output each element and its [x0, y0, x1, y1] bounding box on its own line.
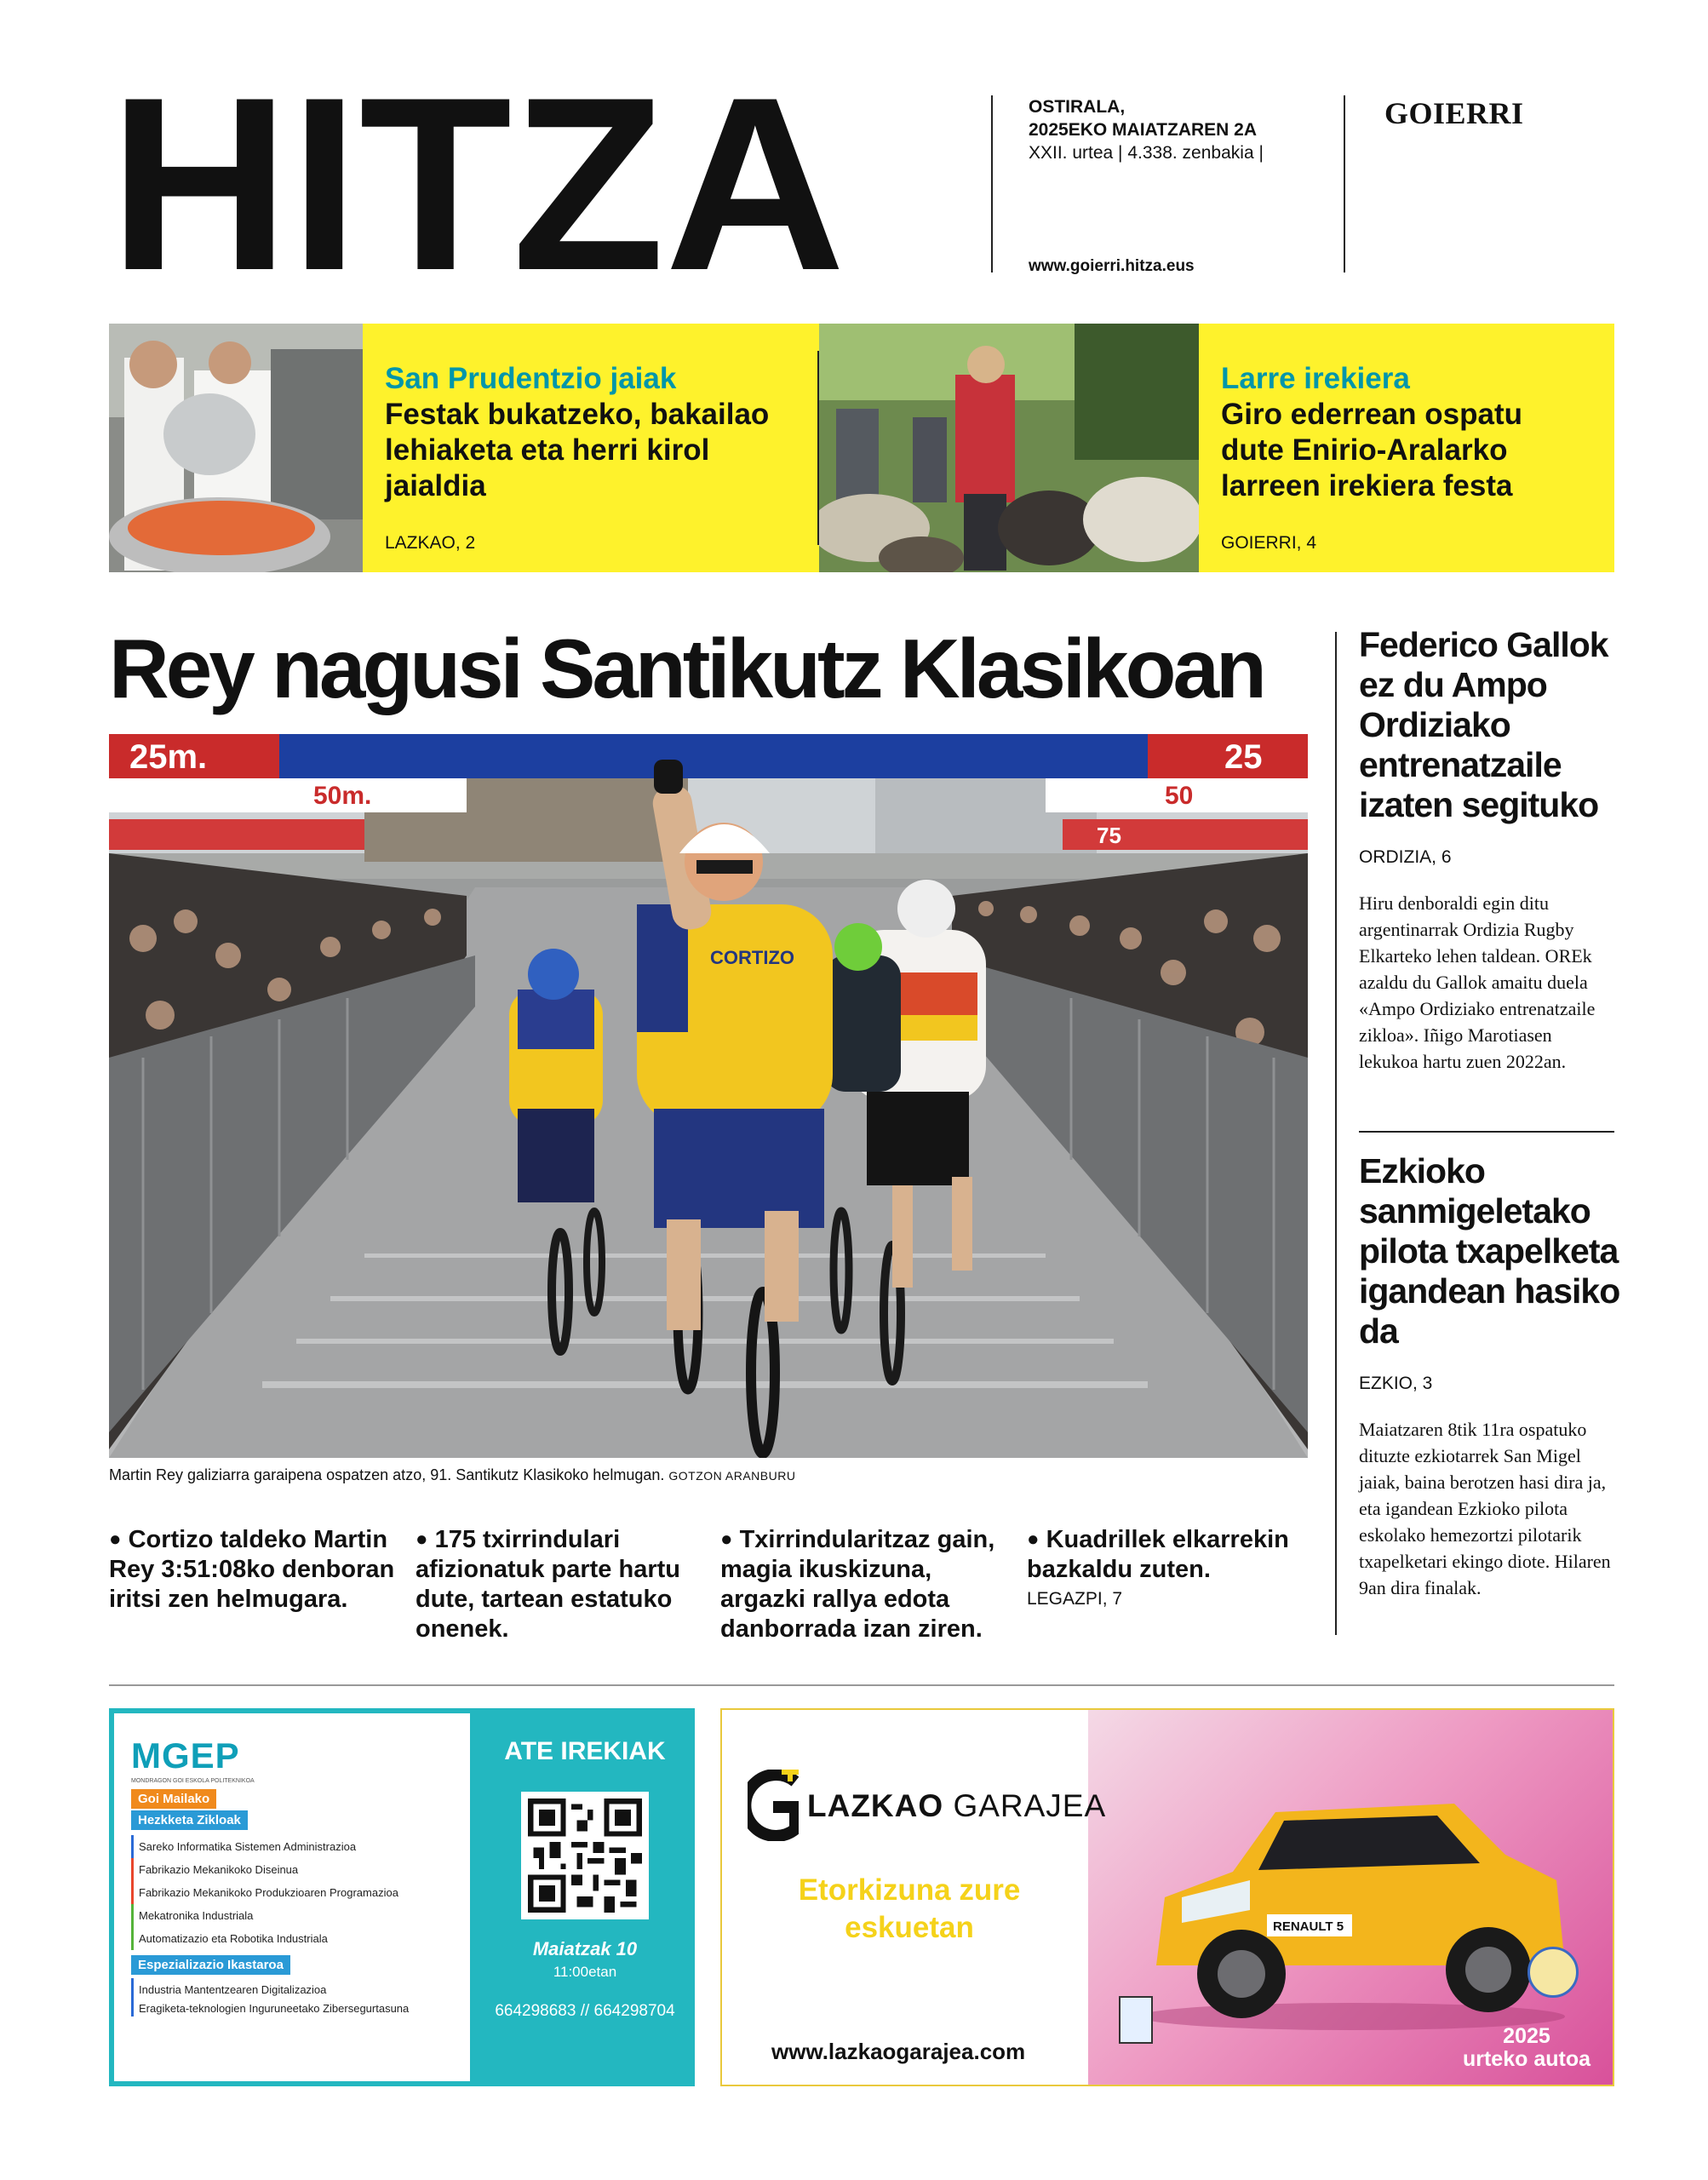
course-item: Sareko Informatika Sistemen Administrazioa [131, 1835, 453, 1858]
band-goi-mailako: Goi Mailako [131, 1789, 216, 1809]
ad-lazkao-garajea[interactable] [720, 1708, 1614, 2086]
ad-mgep-date: Maiatzak 10 [532, 1938, 638, 1959]
bullet-dot-icon: ● [1027, 1528, 1040, 1551]
teaser-title: Giro ederrean ospatu dute Enirio-Aralarko larreen irekiera festa [1221, 398, 1522, 502]
mgep-logo: MGEP [131, 1735, 240, 1776]
course-item: Fabrikazio Mekanikoko Diseinua [131, 1858, 453, 1881]
car-award [1463, 2025, 1591, 2071]
garage-brand-bold: LAZKAO [807, 1788, 944, 1823]
side-story-ezkio[interactable] [1359, 1151, 1640, 1601]
photo-credit: GOTZON ARANBURU [668, 1469, 796, 1483]
teaser-photo-larre[interactable] [819, 324, 1199, 572]
course-item: Automatizazio eta Robotika Industriala [131, 1927, 453, 1950]
ad-mgep[interactable] [109, 1708, 695, 2086]
teaser-larre[interactable] [1199, 324, 1614, 572]
course-item: Industria Mantentzearen Digitalizazioa [131, 1978, 453, 2001]
garage-brand-light: GARAJEA [953, 1788, 1107, 1823]
teaser-title: Festak bukatzeko, bakailao lehiaketa eta herri kirol jaialdia [385, 398, 770, 502]
garage-brand [807, 1788, 1106, 1824]
teaser-ref: GOIERRI, 4 [1221, 533, 1317, 553]
bullet-text: Txirrindularitzaz gain, magia ikuskizuna, argazki rallya edota danborrada izan ziren. [720, 1526, 995, 1643]
side-story-gallo[interactable] [1359, 625, 1640, 1075]
course-item: Mekatronika Industriala [131, 1904, 453, 1927]
issue-number: XXII. urtea | 4.338. zenbakia | [1029, 143, 1264, 163]
logo-text: HITZA [109, 92, 845, 279]
teaser-photo-lazkao[interactable] [109, 324, 363, 572]
car-image [1131, 1761, 1573, 2034]
teaser-kicker: Larre irekiera [1221, 362, 1410, 395]
lead-bullet-3 [720, 1524, 1023, 1644]
lead-bullet-2 [416, 1524, 718, 1644]
bullet-text: 175 txirrindulari afizionatuk parte hartu dute, tartean estatuko onenek. [416, 1526, 680, 1643]
side-story-body: Hiru denboraldi egin ditu argentinarrak Ordizia Rugby Elkarteko lehen taldean. OREk azaldu du Gallok amaitu duela «Ampo Ordiziako entrenatzaile zikloa». Iñigo Marotiasen lekukoa hartu zuen 2022an. [1359, 892, 1596, 1072]
masthead-divider-left [991, 95, 993, 272]
garage-logo-icon [748, 1770, 799, 1841]
teaser-kicker: San Prudentzio jaiak [385, 362, 677, 395]
website-link[interactable]: www.goierri.hitza.eus [1029, 257, 1195, 275]
bullet-text: Cortizo taldeko Martin Rey 3:51:08ko denboran iritsi zen helmugara. [109, 1526, 395, 1613]
caption-text: Martin Rey galiziarra garaipena ospatzen atzo, 91. Santikutz Klasikoko helmugan. [109, 1466, 665, 1483]
bullet-ref: LEGAZPI, 7 [1027, 1589, 1123, 1609]
car-plate: RENAULT 5 [1273, 1919, 1344, 1934]
region-name: GOIERRI [1384, 96, 1524, 130]
issue-info [1029, 95, 1335, 164]
band-heziketa: Hezkketa Zikloak [131, 1810, 248, 1830]
garage-slogan: Etorkizuna zure eskuetan [798, 1873, 1021, 1944]
award-text: urteko autoa [1462, 2047, 1591, 2071]
side-story-ref: ORDIZIA, 6 [1359, 847, 1452, 867]
side-story-ref: EZKIO, 3 [1359, 1374, 1433, 1393]
award-year: 2025 [1503, 2024, 1550, 2048]
course-item: Eragiketa-teknologien Inguruneetako Zibersegurtasuna [131, 2001, 453, 2016]
mgep-logo-sub: MONDRAGON GOI ESKOLA POLITEKNIKOA [131, 1778, 255, 1784]
issue-day: OSTIRALA, [1029, 97, 1126, 117]
teaser-lazkao[interactable] [363, 324, 819, 572]
hitza-logo [109, 92, 850, 279]
jersey-sponsor: CORTIZO [710, 947, 794, 968]
eco-label-icon [1119, 1996, 1153, 2044]
course-item: Fabrikazio Mekanikoko Produkzioaren Programazioa [131, 1881, 453, 1904]
masthead-divider-right [1344, 95, 1345, 272]
side-story-body: Maiatzaren 8tik 11ra ospatuko dituzte ezkiotarrek San Migel jaiak, baina berotzen hasi dira ja, eta igandean Ezkioko pilota eskolako hemezortzi pilotarik txapelketari ekingo diote. Hilaren 9an dira finalak. [1359, 1419, 1611, 1598]
award-badge-icon [1527, 1947, 1579, 1998]
garage-url[interactable]: www.lazkaogarajea.com [771, 2039, 1026, 2064]
ad-mgep-openday [475, 1708, 695, 2086]
side-story-title[interactable]: Ezkioko sanmigeletako pilota txapelketa igandean hasiko da [1359, 1151, 1620, 1351]
banner-25: 25 [1224, 738, 1263, 776]
teaser-ref: LAZKAO, 2 [385, 533, 476, 553]
banner-50m: 50m. [313, 782, 372, 810]
lead-bullet-4 [1027, 1524, 1316, 1614]
side-divider [1359, 1131, 1614, 1133]
bullet-dot-icon: ● [109, 1528, 122, 1551]
ad-mgep-heading: ATE IREKIAK [504, 1737, 666, 1765]
photo-caption [109, 1466, 1318, 1484]
ad-mgep-panel [109, 1708, 475, 2086]
lead-photo[interactable] [109, 734, 1308, 1458]
ads-divider [109, 1684, 1614, 1686]
lead-headline[interactable]: Rey nagusi Santikutz Klasikoan [109, 622, 1264, 715]
banner-75: 75 [1097, 823, 1121, 848]
banner-50: 50 [1165, 782, 1194, 810]
side-story-title[interactable]: Federico Gallok ez du Ampo Ordiziako entrenatzaile izaten segituko [1359, 625, 1608, 824]
banner-25m: 25m. [129, 738, 208, 776]
bullet-text: Kuadrillek elkarrekin bazkaldu zuten. [1027, 1526, 1289, 1583]
bullet-dot-icon: ● [720, 1528, 733, 1551]
ad-mgep-phones[interactable]: 664298683 // 664298704 [495, 2002, 675, 2020]
lead-bullet-1 [109, 1524, 411, 1615]
column-divider [1335, 632, 1337, 1635]
ad-mgep-time: 11:00etan [553, 1964, 617, 1980]
bullet-dot-icon: ● [416, 1528, 428, 1551]
qr-code-icon[interactable] [521, 1792, 649, 1919]
band-espezializazio: Espezializazio Ikastaroa [131, 1955, 290, 1975]
issue-date: 2025EKO MAIATZAREN 2A [1029, 120, 1257, 140]
